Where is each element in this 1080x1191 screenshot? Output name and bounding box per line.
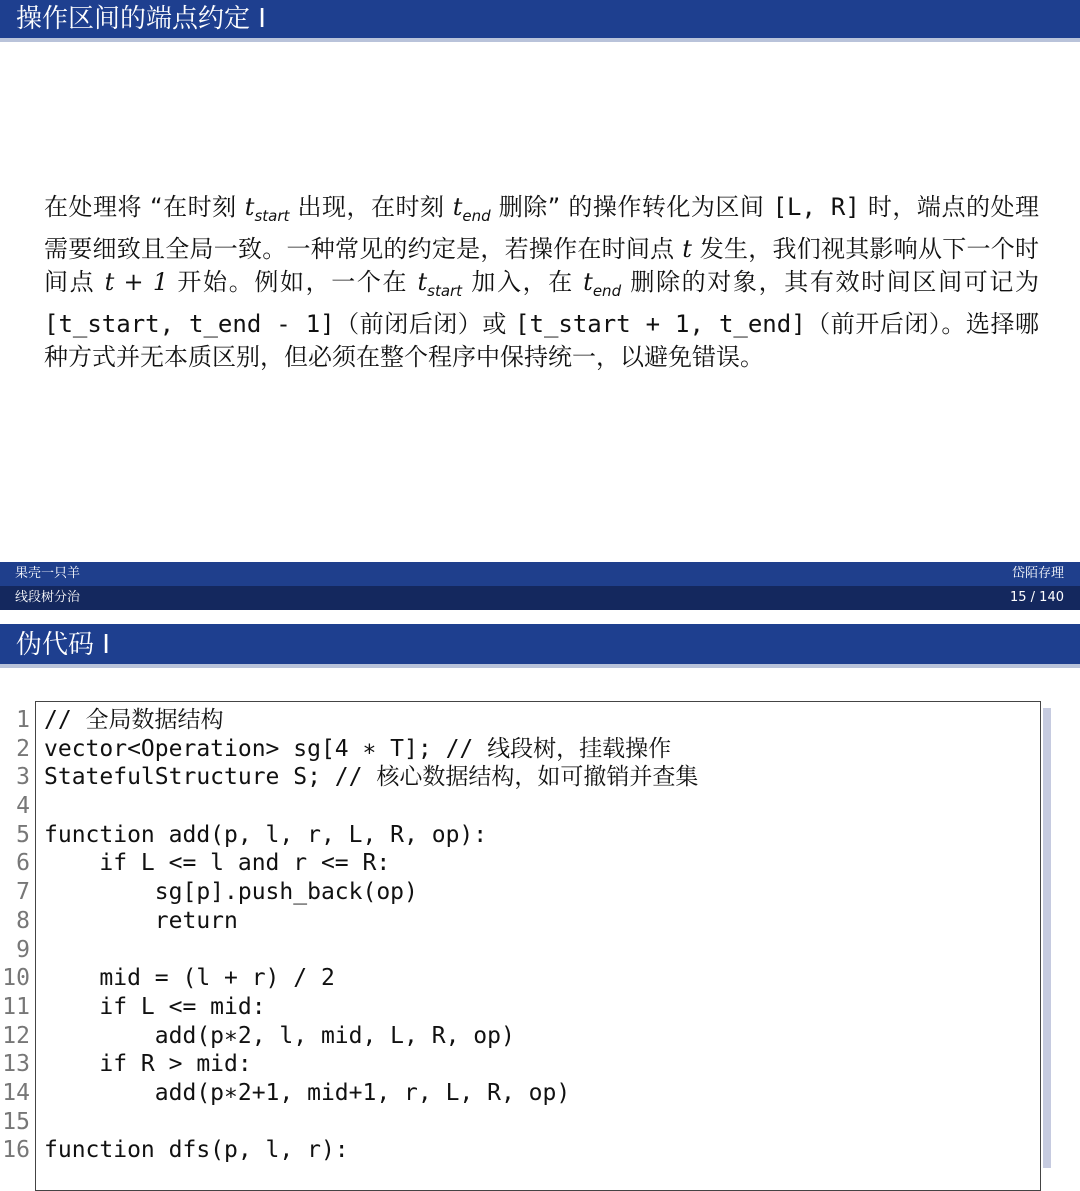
slide1-title-bar <box>0 0 1080 42</box>
footer-author: 果壳一只羊 <box>15 566 81 581</box>
math-sub-start: start <box>427 281 463 300</box>
code-line: if L <= l and r <= R: <box>44 850 391 877</box>
code-line <box>44 936 1034 965</box>
line-number: 2 <box>16 735 30 762</box>
footer-top-bar <box>0 562 1080 586</box>
inline-code: [t_start + 1, t_end] <box>515 309 806 338</box>
para-text: 删除” 的操作转化为区间 <box>490 193 773 221</box>
line-number: 11 <box>2 993 30 1020</box>
line-number: 16 <box>2 1137 30 1164</box>
math-sub-start: start <box>254 206 290 225</box>
footer-subtitle: 线段树分治 <box>15 590 81 605</box>
slide1-title: 操作区间的端点约定 I <box>16 4 266 34</box>
code-line <box>44 792 1034 821</box>
code-line: sg[p].push_back(op) <box>44 879 418 906</box>
line-number: 1 <box>16 707 30 733</box>
code-line: if R > mid: <box>44 1051 252 1078</box>
para-text: 在处理将 “在时刻 <box>44 193 245 221</box>
code-line: if L <= mid: <box>44 993 266 1020</box>
math-t: t <box>452 193 463 221</box>
code-block <box>44 706 1034 1165</box>
math-t: t <box>417 267 428 296</box>
footer-bottom-bar <box>0 586 1080 610</box>
slide2-title: 伪代码 I <box>16 630 110 660</box>
line-number: 9 <box>16 936 30 963</box>
code-line: vector<Operation> sg[4 ∗ T]; // 线段树，挂载操作 <box>44 735 672 762</box>
code-line <box>44 1108 1034 1137</box>
line-number: 3 <box>16 764 30 791</box>
line-number: 13 <box>2 1051 30 1078</box>
code-box-shadow <box>1043 708 1051 1168</box>
line-number: 15 <box>2 1108 30 1135</box>
math-t: t <box>682 234 692 263</box>
line-number: 4 <box>16 793 30 820</box>
slide1-paragraph <box>44 191 1039 374</box>
para-text: 加入，在 <box>462 267 584 296</box>
code-line: mid = (l + r) / 2 <box>44 965 335 992</box>
code-line: add(p∗2, l, mid, L, R, op) <box>44 1022 515 1049</box>
math-t: t <box>244 193 255 221</box>
math-t: t <box>583 267 593 296</box>
line-numbers <box>0 706 30 1165</box>
inline-code: [L, R] <box>772 193 860 221</box>
para-text: （前闭后闭）或 <box>334 309 516 338</box>
code-line: // 全局数据结构 <box>44 707 224 733</box>
footer-page-number: 15 / 140 <box>1010 590 1064 605</box>
code-line: function add(p, l, r, L, R, op): <box>44 821 488 848</box>
para-text: 时，端点的处理需要细致且全局一致。一种常见的约定是，若操作在时间点 <box>44 193 1039 263</box>
math-t-plus-1: t + 1 <box>104 267 169 296</box>
line-number: 6 <box>16 850 30 877</box>
line-number: 7 <box>16 879 30 906</box>
line-number: 10 <box>2 965 30 992</box>
line-number: 8 <box>16 907 30 934</box>
para-text: 删除的对象，其有效时间区间可记为 <box>621 267 1039 296</box>
para-text: 出现，在时刻 <box>289 193 453 221</box>
para-text: 开始。例如，一个在 <box>168 267 418 296</box>
code-line: add(p∗2+1, mid+1, r, L, R, op) <box>44 1079 571 1106</box>
slide2-title-bar <box>0 624 1080 668</box>
math-sub-end: end <box>592 281 622 300</box>
line-number: 14 <box>2 1079 30 1106</box>
inline-code: [t_start, t_end - 1] <box>44 309 335 338</box>
code-line: return <box>44 907 238 934</box>
footer-institute: 岱陌存理 <box>1011 566 1064 581</box>
math-sub-end: end <box>462 206 491 225</box>
code-line: StatefulStructure S; // 核心数据结构，如可撤销并查集 <box>44 764 699 791</box>
line-number: 12 <box>2 1022 30 1049</box>
para-text: 发生，我们视其影响从下一个时间点 <box>44 234 1039 296</box>
para-text: （前开后闭）。选择哪种方式并无本质区别，但必须在整个程序中保持统一，以避免错误。 <box>44 309 1039 371</box>
line-number: 5 <box>16 821 30 848</box>
code-line: function dfs(p, l, r): <box>44 1137 349 1164</box>
